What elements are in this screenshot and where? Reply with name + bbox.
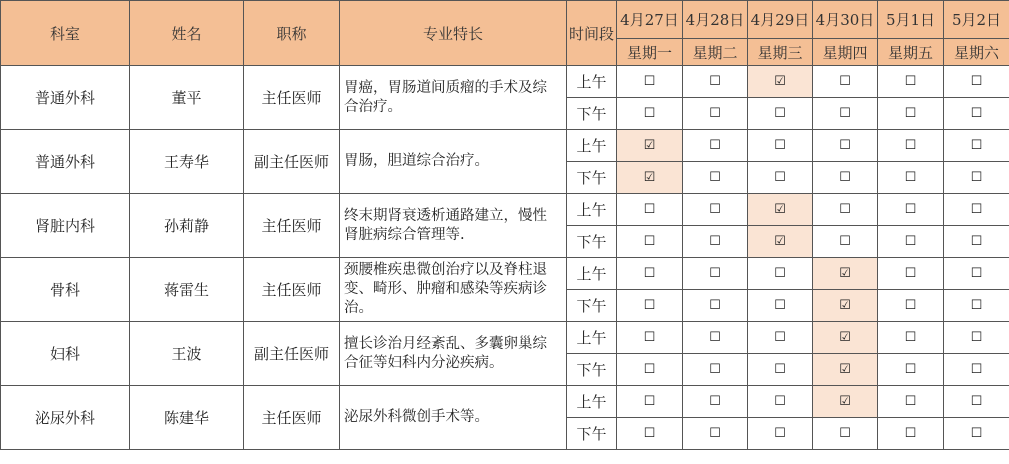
unchecked-box-icon[interactable]: ☐: [839, 234, 851, 249]
schedule-cell: [944, 226, 1009, 258]
unchecked-box-icon[interactable]: ☐: [839, 170, 851, 185]
unchecked-box-icon[interactable]: ☐: [904, 106, 917, 121]
schedule-cell: [878, 162, 944, 194]
checked-box-icon[interactable]: ☑: [839, 298, 851, 313]
title-cell: 副主任医师: [244, 322, 340, 386]
unchecked-box-icon[interactable]: ☐: [774, 362, 786, 377]
header-weekday: 星期二: [683, 39, 748, 66]
header-weekday: 星期一: [617, 39, 683, 66]
unchecked-box-icon[interactable]: ☐: [904, 170, 917, 185]
schedule-cell: [878, 418, 944, 450]
schedule-cell: [683, 290, 748, 322]
unchecked-box-icon[interactable]: ☐: [904, 138, 917, 153]
unchecked-box-icon[interactable]: ☐: [839, 74, 851, 89]
unchecked-box-icon[interactable]: ☐: [643, 330, 656, 345]
unchecked-box-icon[interactable]: ☐: [970, 170, 983, 185]
header-date: 4月28日: [683, 1, 748, 39]
unchecked-box-icon[interactable]: ☐: [774, 170, 786, 185]
unchecked-box-icon[interactable]: ☐: [774, 106, 786, 121]
schedule-cell: [748, 226, 813, 258]
doctor-name-cell: 王波: [130, 322, 244, 386]
checked-box-icon[interactable]: ☑: [643, 170, 656, 185]
schedule-cell: [683, 226, 748, 258]
unchecked-box-icon[interactable]: ☐: [970, 266, 983, 281]
checked-box-icon[interactable]: ☑: [643, 138, 656, 153]
schedule-cell: [944, 162, 1009, 194]
schedule-cell: [617, 354, 683, 386]
schedule-cell: [878, 98, 944, 130]
unchecked-box-icon[interactable]: ☐: [643, 298, 656, 313]
slot-cell: 上午: [567, 386, 617, 418]
checked-box-icon[interactable]: ☑: [839, 394, 851, 409]
slot-cell: 下午: [567, 354, 617, 386]
unchecked-box-icon[interactable]: ☐: [709, 74, 721, 89]
schedule-cell: [944, 386, 1009, 418]
schedule-cell: [683, 194, 748, 226]
schedule-cell: [813, 226, 878, 258]
schedule-cell: [813, 162, 878, 194]
doctor-name-cell: 王寿华: [130, 130, 244, 194]
unchecked-box-icon[interactable]: ☐: [970, 234, 983, 249]
schedule-cell: [617, 162, 683, 194]
unchecked-box-icon[interactable]: ☐: [643, 362, 656, 377]
unchecked-box-icon[interactable]: ☐: [904, 234, 917, 249]
table-row: [1, 322, 1009, 354]
schedule-cell: [617, 66, 683, 98]
title-cell: 副主任医师: [244, 130, 340, 194]
table-row: [1, 258, 1009, 290]
schedule-cell: [617, 290, 683, 322]
unchecked-box-icon[interactable]: ☐: [970, 394, 983, 409]
unchecked-box-icon[interactable]: ☐: [774, 138, 786, 153]
table-row: [1, 194, 1009, 226]
table-row: [1, 130, 1009, 162]
schedule-cell: [878, 66, 944, 98]
table-header: [1, 1, 1009, 66]
slot-cell: 下午: [567, 290, 617, 322]
schedule-cell: [617, 418, 683, 450]
unchecked-box-icon[interactable]: ☐: [709, 170, 721, 185]
unchecked-box-icon[interactable]: ☐: [970, 298, 983, 313]
unchecked-box-icon[interactable]: ☐: [709, 330, 721, 345]
schedule-cell: [748, 66, 813, 98]
dept-cell: 妇科: [1, 322, 130, 386]
schedule-cell: [617, 386, 683, 418]
specialty-cell: 擅长诊治月经紊乱、多囊卵巢综合征等妇科内分泌疾病。: [340, 322, 567, 386]
schedule-cell: [748, 98, 813, 130]
unchecked-box-icon[interactable]: ☐: [709, 266, 721, 281]
schedule-cell: [813, 98, 878, 130]
schedule-cell: [683, 354, 748, 386]
schedule-cell: [813, 290, 878, 322]
header-weekday: 星期四: [813, 39, 878, 66]
schedule-cell: [813, 354, 878, 386]
unchecked-box-icon[interactable]: ☐: [904, 202, 917, 217]
specialty-cell: 颈腰椎疾患微创治疗以及脊柱退变、畸形、肿瘤和感染等疾病诊治。: [340, 258, 567, 322]
unchecked-box-icon[interactable]: ☐: [709, 106, 721, 121]
schedule-cell: [813, 130, 878, 162]
unchecked-box-icon[interactable]: ☐: [709, 234, 721, 249]
schedule-cell: [617, 194, 683, 226]
schedule-cell: [944, 98, 1009, 130]
slot-cell: 下午: [567, 162, 617, 194]
header-weekday: 星期五: [878, 39, 944, 66]
schedule-cell: [944, 258, 1009, 290]
schedule-cell: [683, 418, 748, 450]
slot-cell: 上午: [567, 258, 617, 290]
schedule-cell: [878, 354, 944, 386]
schedule-cell: [748, 290, 813, 322]
unchecked-box-icon[interactable]: ☐: [839, 106, 851, 121]
dept-cell: 骨科: [1, 258, 130, 322]
schedule-cell: [944, 354, 1009, 386]
header-name: 姓名: [130, 1, 244, 66]
schedule-cell: [683, 258, 748, 290]
header-slot: 时间段: [567, 1, 617, 66]
checked-box-icon[interactable]: ☑: [774, 202, 786, 217]
unchecked-box-icon[interactable]: ☐: [709, 298, 721, 313]
schedule-cell: [617, 226, 683, 258]
checked-box-icon[interactable]: ☑: [774, 234, 786, 249]
schedule-cell: [944, 418, 1009, 450]
doctor-name-cell: 董平: [130, 66, 244, 130]
unchecked-box-icon[interactable]: ☐: [839, 426, 851, 441]
specialty-cell: 泌尿外科微创手术等。: [340, 386, 567, 450]
schedule-cell: [617, 322, 683, 354]
dept-cell: 普通外科: [1, 66, 130, 130]
unchecked-box-icon[interactable]: ☐: [839, 138, 851, 153]
schedule-cell: [748, 130, 813, 162]
specialty-cell: 胃癌，胃肠道间质瘤的手术及综合治疗。: [340, 66, 567, 130]
unchecked-box-icon[interactable]: ☐: [643, 394, 656, 409]
schedule-cell: [944, 130, 1009, 162]
schedule-cell: [617, 258, 683, 290]
unchecked-box-icon[interactable]: ☐: [709, 202, 721, 217]
schedule-cell: [748, 386, 813, 418]
schedule-cell: [878, 194, 944, 226]
schedule-cell: [748, 354, 813, 386]
header-date: 5月1日: [878, 1, 944, 39]
slot-cell: 上午: [567, 66, 617, 98]
table-row: [1, 386, 1009, 418]
unchecked-box-icon[interactable]: ☐: [643, 106, 656, 121]
schedule-cell: [683, 386, 748, 418]
slot-cell: 上午: [567, 194, 617, 226]
doctor-name-cell: 陈建华: [130, 386, 244, 450]
table-row: [1, 66, 1009, 98]
header-weekday: 星期六: [944, 39, 1009, 66]
title-cell: 主任医师: [244, 386, 340, 450]
schedule-cell: [683, 66, 748, 98]
header-specialty: 专业特长: [340, 1, 567, 66]
header-title: 职称: [244, 1, 340, 66]
unchecked-box-icon[interactable]: ☐: [970, 138, 983, 153]
title-cell: 主任医师: [244, 66, 340, 130]
doctor-name-cell: 蒋雷生: [130, 258, 244, 322]
dept-cell: 泌尿外科: [1, 386, 130, 450]
unchecked-box-icon[interactable]: ☐: [904, 426, 917, 441]
unchecked-box-icon[interactable]: ☐: [709, 138, 721, 153]
unchecked-box-icon[interactable]: ☐: [774, 266, 786, 281]
specialty-cell: 胃肠，胆道综合治疗。: [340, 130, 567, 194]
schedule-cell: [683, 322, 748, 354]
specialty-cell: 终末期肾衰透析通路建立，慢性肾脏病综合管理等.: [340, 194, 567, 258]
schedule-cell: [878, 258, 944, 290]
checked-box-icon[interactable]: ☑: [774, 74, 786, 89]
schedule-cell: [944, 290, 1009, 322]
schedule-cell: [617, 98, 683, 130]
header-date: 4月30日: [813, 1, 878, 39]
unchecked-box-icon[interactable]: ☐: [709, 394, 721, 409]
unchecked-box-icon[interactable]: ☐: [970, 362, 983, 377]
schedule-cell: [944, 322, 1009, 354]
unchecked-box-icon[interactable]: ☐: [774, 330, 786, 345]
schedule-cell: [748, 162, 813, 194]
slot-cell: 下午: [567, 226, 617, 258]
schedule-cell: [813, 258, 878, 290]
unchecked-box-icon[interactable]: ☐: [643, 74, 656, 89]
unchecked-box-icon[interactable]: ☐: [970, 426, 983, 441]
unchecked-box-icon[interactable]: ☐: [904, 394, 917, 409]
header-dept: 科室: [1, 1, 130, 66]
schedule-cell: [878, 226, 944, 258]
unchecked-box-icon[interactable]: ☐: [970, 106, 983, 121]
schedule-cell: [748, 258, 813, 290]
schedule-cell: [944, 194, 1009, 226]
checked-box-icon[interactable]: ☑: [839, 266, 851, 281]
slot-cell: 上午: [567, 130, 617, 162]
unchecked-box-icon[interactable]: ☐: [774, 426, 786, 441]
unchecked-box-icon[interactable]: ☐: [774, 298, 786, 313]
slot-cell: 下午: [567, 418, 617, 450]
header-date: 5月2日: [944, 1, 1009, 39]
slot-cell: 下午: [567, 98, 617, 130]
unchecked-box-icon[interactable]: ☐: [904, 362, 917, 377]
doctor-name-cell: 孙莉静: [130, 194, 244, 258]
checked-box-icon[interactable]: ☑: [839, 330, 851, 345]
schedule-cell: [813, 66, 878, 98]
schedule-cell: [683, 162, 748, 194]
schedule-cell: [878, 322, 944, 354]
unchecked-box-icon[interactable]: ☐: [970, 74, 983, 89]
dept-cell: 普通外科: [1, 130, 130, 194]
unchecked-box-icon[interactable]: ☐: [904, 74, 917, 89]
schedule-cell: [683, 130, 748, 162]
schedule-cell: [748, 194, 813, 226]
unchecked-box-icon[interactable]: ☐: [970, 202, 983, 217]
schedule-cell: [813, 322, 878, 354]
unchecked-box-icon[interactable]: ☐: [643, 234, 656, 249]
unchecked-box-icon[interactable]: ☐: [643, 426, 656, 441]
table-body: [1, 66, 1009, 450]
schedule-cell: [878, 290, 944, 322]
schedule-cell: [617, 130, 683, 162]
dept-cell: 肾脏内科: [1, 194, 130, 258]
checked-box-icon[interactable]: ☑: [839, 362, 851, 377]
header-weekday: 星期三: [748, 39, 813, 66]
header-date: 4月29日: [748, 1, 813, 39]
schedule-cell: [748, 418, 813, 450]
header-date: 4月27日: [617, 1, 683, 39]
schedule-cell: [748, 322, 813, 354]
schedule-cell: [878, 130, 944, 162]
unchecked-box-icon[interactable]: ☐: [709, 362, 721, 377]
slot-cell: 上午: [567, 322, 617, 354]
schedule-cell: [813, 194, 878, 226]
title-cell: 主任医师: [244, 194, 340, 258]
unchecked-box-icon[interactable]: ☐: [709, 426, 721, 441]
schedule-cell: [944, 66, 1009, 98]
unchecked-box-icon[interactable]: ☐: [904, 266, 917, 281]
title-cell: 主任医师: [244, 258, 340, 322]
unchecked-box-icon[interactable]: ☐: [774, 394, 786, 409]
unchecked-box-icon[interactable]: ☐: [839, 202, 851, 217]
unchecked-box-icon[interactable]: ☐: [643, 266, 656, 281]
schedule-cell: [683, 98, 748, 130]
unchecked-box-icon[interactable]: ☐: [643, 202, 656, 217]
schedule-cell: [813, 386, 878, 418]
unchecked-box-icon[interactable]: ☐: [904, 330, 917, 345]
unchecked-box-icon[interactable]: ☐: [970, 330, 983, 345]
schedule-cell: [813, 418, 878, 450]
unchecked-box-icon[interactable]: ☐: [904, 298, 917, 313]
schedule-cell: [878, 386, 944, 418]
